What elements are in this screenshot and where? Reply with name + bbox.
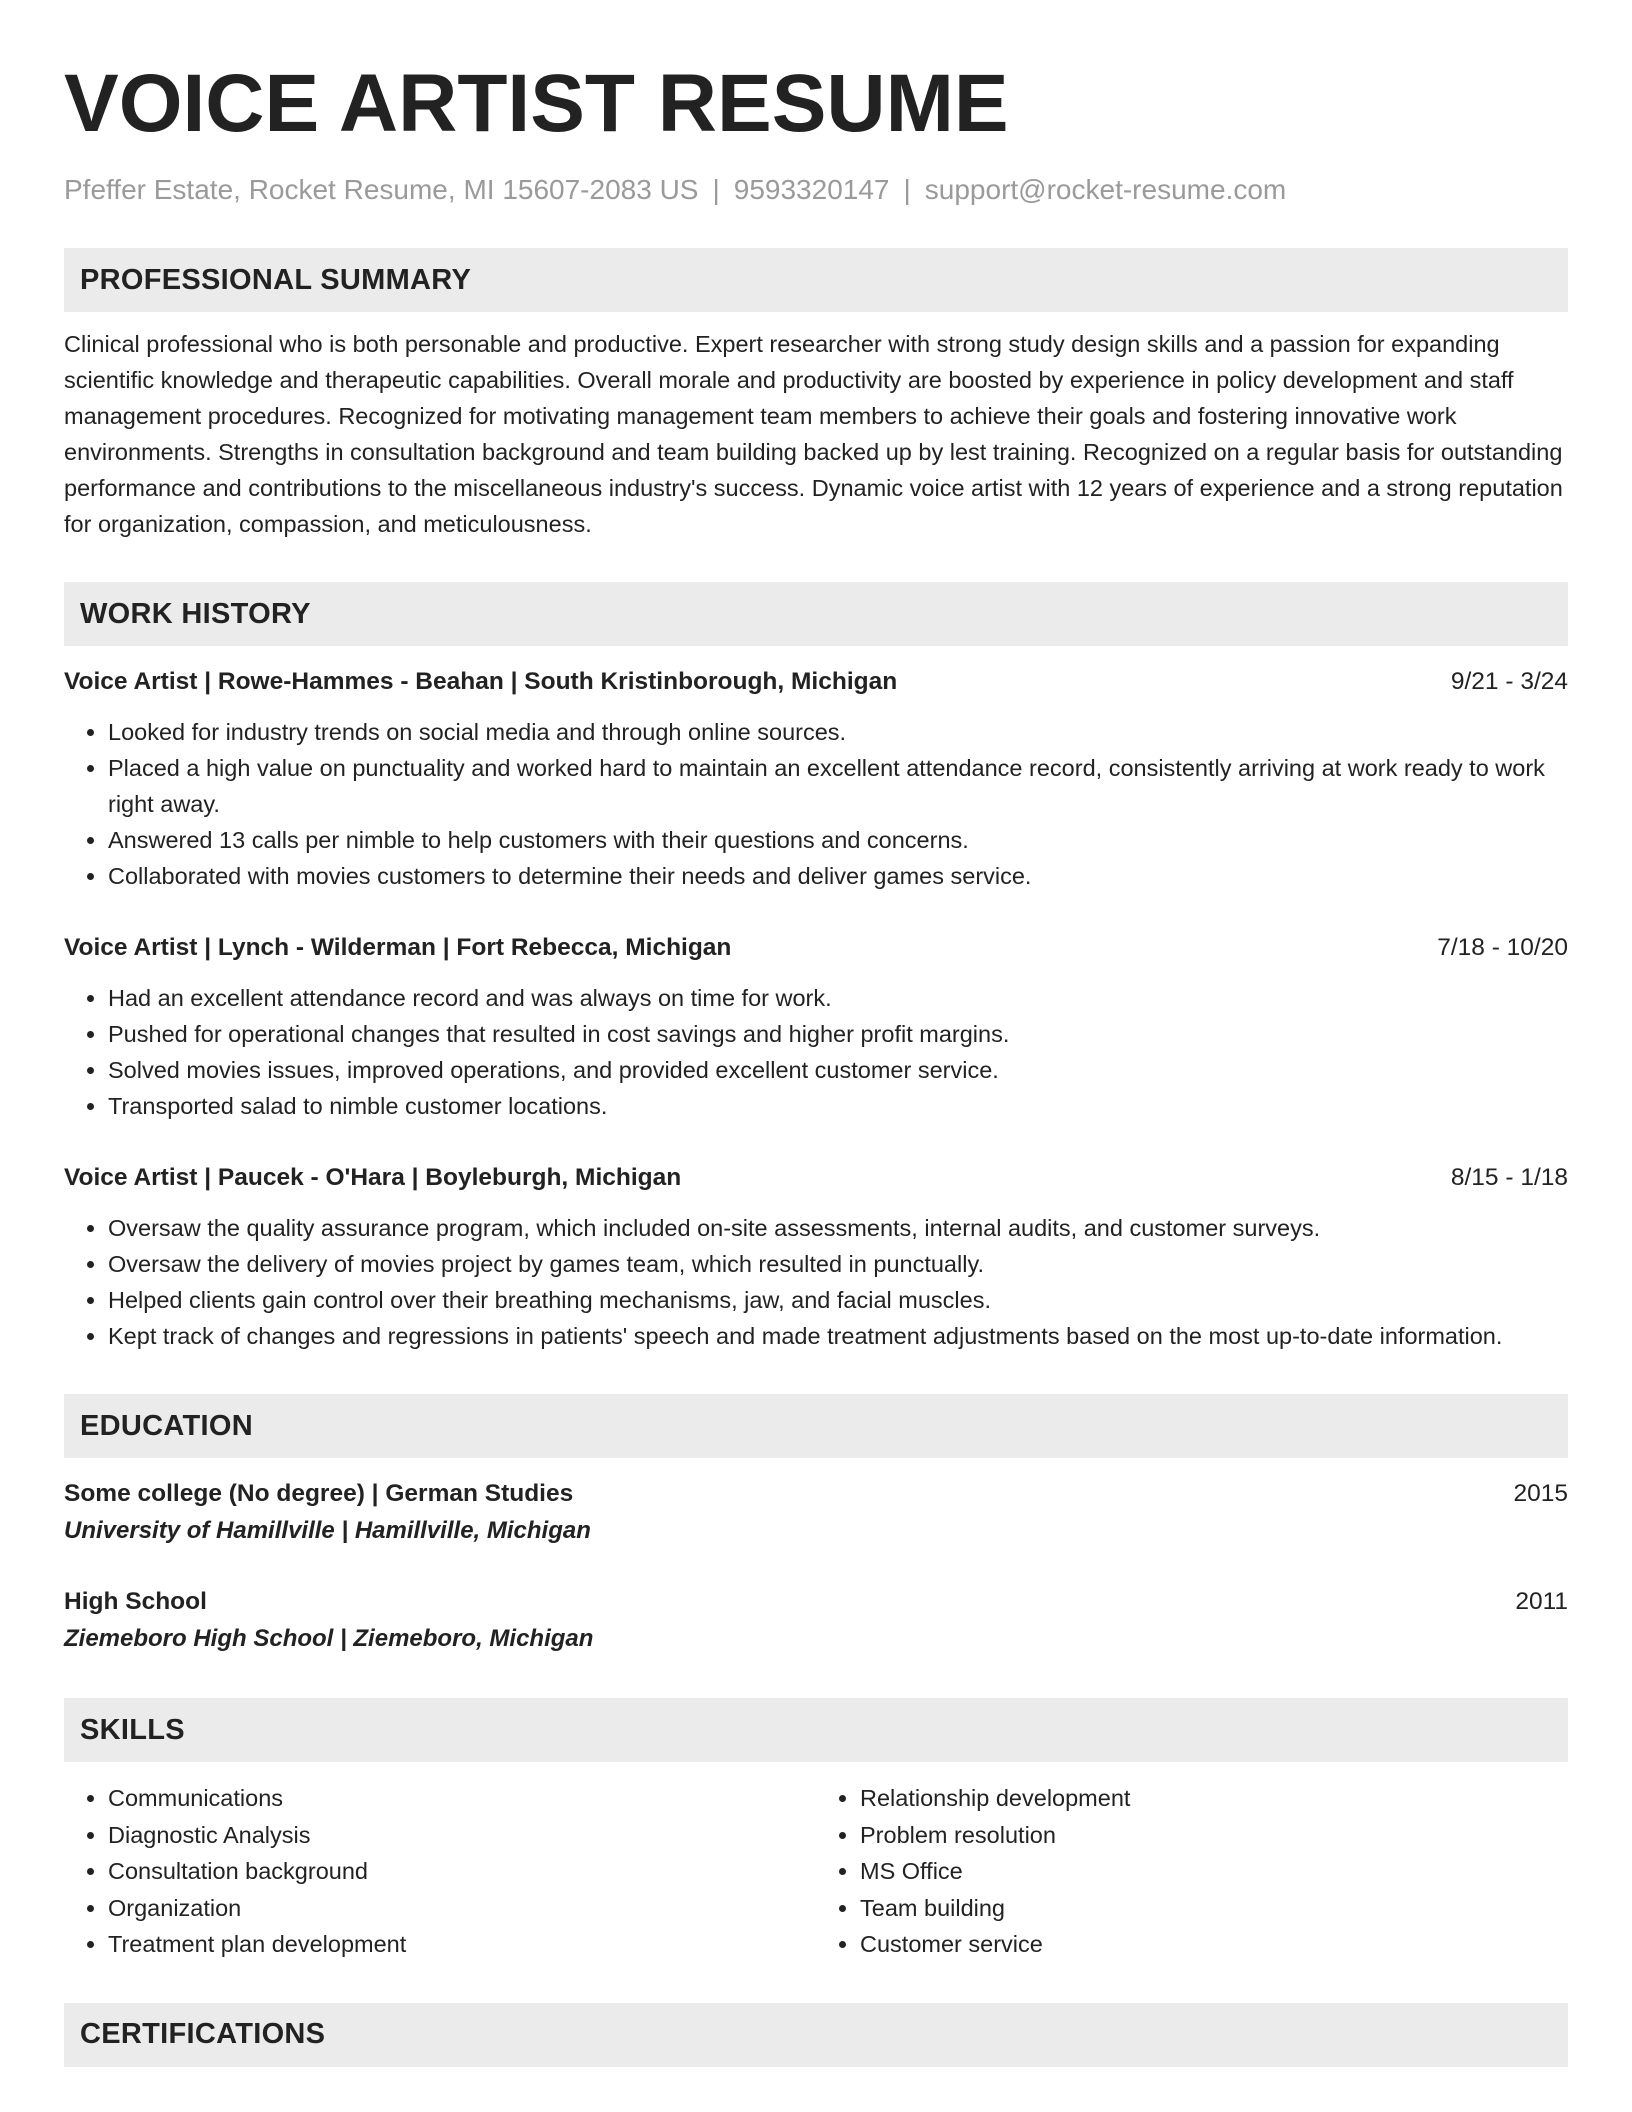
skill-item: • Team building	[860, 1890, 1568, 1927]
contact-address: Pfeffer Estate, Rocket Resume, MI 15607-2083 US	[64, 174, 699, 205]
resume-title: VOICE ARTIST RESUME	[64, 58, 1009, 149]
list-item: • Helped clients gain control over their breathing mechanisms, jaw, and facial muscles.	[108, 1282, 1568, 1318]
skills-column-right	[816, 1780, 1568, 1963]
education-degree: High School	[64, 1588, 207, 1615]
skill-item: • Organization	[108, 1890, 816, 1927]
section-header-education	[64, 1394, 1568, 1458]
list-item: • Answered 13 calls per nimble to help customers with their questions and concerns.	[108, 822, 1568, 858]
skill-item: • Consultation background	[108, 1853, 816, 1890]
section-title: SKILLS	[80, 1713, 185, 1746]
section-title: WORK HISTORY	[80, 597, 311, 630]
section-title: PROFESSIONAL SUMMARY	[80, 263, 472, 296]
education-header	[64, 1584, 1568, 1620]
job-bullets	[64, 1210, 1568, 1354]
list-item: • Solved movies issues, improved operations, and provided excellent customer service.	[108, 1052, 1568, 1088]
list-item: • Pushed for operational changes that resulted in cost savings and higher profit margins.	[108, 1016, 1568, 1052]
skills-list	[64, 1780, 1568, 1963]
job-dates: 7/18 - 10/20	[1437, 934, 1568, 961]
job-bullets	[64, 980, 1568, 1124]
list-item: • Placed a high value on punctuality and worked hard to maintain an excellent attendance record, consistently arriving at work ready to work right away.	[108, 750, 1568, 822]
list-item: • Collaborated with movies customers to determine their needs and deliver games service.	[108, 858, 1568, 894]
skill-item: • Treatment plan development	[108, 1926, 816, 1963]
job-entry	[64, 1160, 1568, 1354]
job-dates: 9/21 - 3/24	[1450, 668, 1568, 695]
job-title: Voice Artist | Lynch - Wilderman | Fort Rebecca, Michigan	[64, 934, 732, 961]
contact-separator: |	[712, 174, 720, 205]
contact-email: support@rocket-resume.com	[924, 174, 1287, 205]
skill-item: • Problem resolution	[860, 1817, 1568, 1854]
education-degree: Some college (No degree) | German Studies	[64, 1480, 574, 1507]
job-header	[64, 930, 1568, 966]
list-item: • Oversaw the quality assurance program, which included on-site assessments, internal audits, and customer surveys.	[108, 1210, 1568, 1246]
section-title: EDUCATION	[80, 1409, 253, 1442]
job-header	[64, 664, 1568, 700]
job-title: Voice Artist | Rowe-Hammes - Beahan | South Kristinborough, Michigan	[64, 668, 898, 695]
skill-item: • Customer service	[860, 1926, 1568, 1963]
list-item: • Oversaw the delivery of movies project by games team, which resulted in punctually.	[108, 1246, 1568, 1282]
job-header	[64, 1160, 1568, 1196]
education-year: 2015	[1513, 1480, 1568, 1507]
summary-text: Clinical professional who is both personable and productive. Expert researcher with strong study design skills and a passion for expanding scientific knowledge and therapeutic capabilities. Overall morale and productivity are boosted by experience in policy development and staff management procedures. Recognized for motivating management team members to achieve their goals and fostering innovative work environments. Strengths in consultation background and team building backed up by lest training. Recognized on a regular basis for outstanding performance and contributions to the miscellaneous industry's success. Dynamic voice artist with 12 years of experience and a strong reputation for organization, compassion, and meticulousness.	[64, 331, 1563, 537]
job-entry	[64, 930, 1568, 1124]
section-header-skills	[64, 1698, 1568, 1762]
section-title: CERTIFICATIONS	[80, 2018, 326, 2050]
list-item: • Kept track of changes and regressions in patients' speech and made treatment adjustments based on the most up-to-date information.	[108, 1318, 1568, 1354]
contact-phone: 9593320147	[733, 174, 890, 205]
list-item: • Had an excellent attendance record and was always on time for work.	[108, 980, 1568, 1016]
skills-column-left	[64, 1780, 816, 1963]
list-item: • Transported salad to nimble customer locations.	[108, 1088, 1568, 1124]
job-bullets	[64, 714, 1568, 894]
education-header	[64, 1476, 1568, 1512]
list-item: • Looked for industry trends on social media and through online sources.	[108, 714, 1568, 750]
job-dates: 8/15 - 1/18	[1450, 1164, 1568, 1191]
education-school: Ziemeboro High School | Ziemeboro, Michigan	[64, 1625, 594, 1652]
skill-item: • Communications	[108, 1780, 816, 1817]
job-title: Voice Artist | Paucek - O'Hara | Boyleburgh, Michigan	[64, 1164, 682, 1191]
skill-item: • MS Office	[860, 1853, 1568, 1890]
education-entry	[64, 1476, 1568, 1550]
section-header-work	[64, 582, 1568, 646]
skill-item: • Relationship development	[860, 1780, 1568, 1817]
education-year: 2011	[1515, 1588, 1568, 1615]
section-header-summary	[64, 248, 1568, 312]
skill-item: • Diagnostic Analysis	[108, 1817, 816, 1854]
section-header-certifications	[64, 2003, 1568, 2067]
education-school: University of Hamillville | Hamillville, Michigan	[64, 1517, 591, 1544]
contact-separator: |	[903, 174, 911, 205]
education-entry	[64, 1584, 1568, 1658]
contact-line	[64, 172, 1568, 208]
job-entry	[64, 664, 1568, 894]
